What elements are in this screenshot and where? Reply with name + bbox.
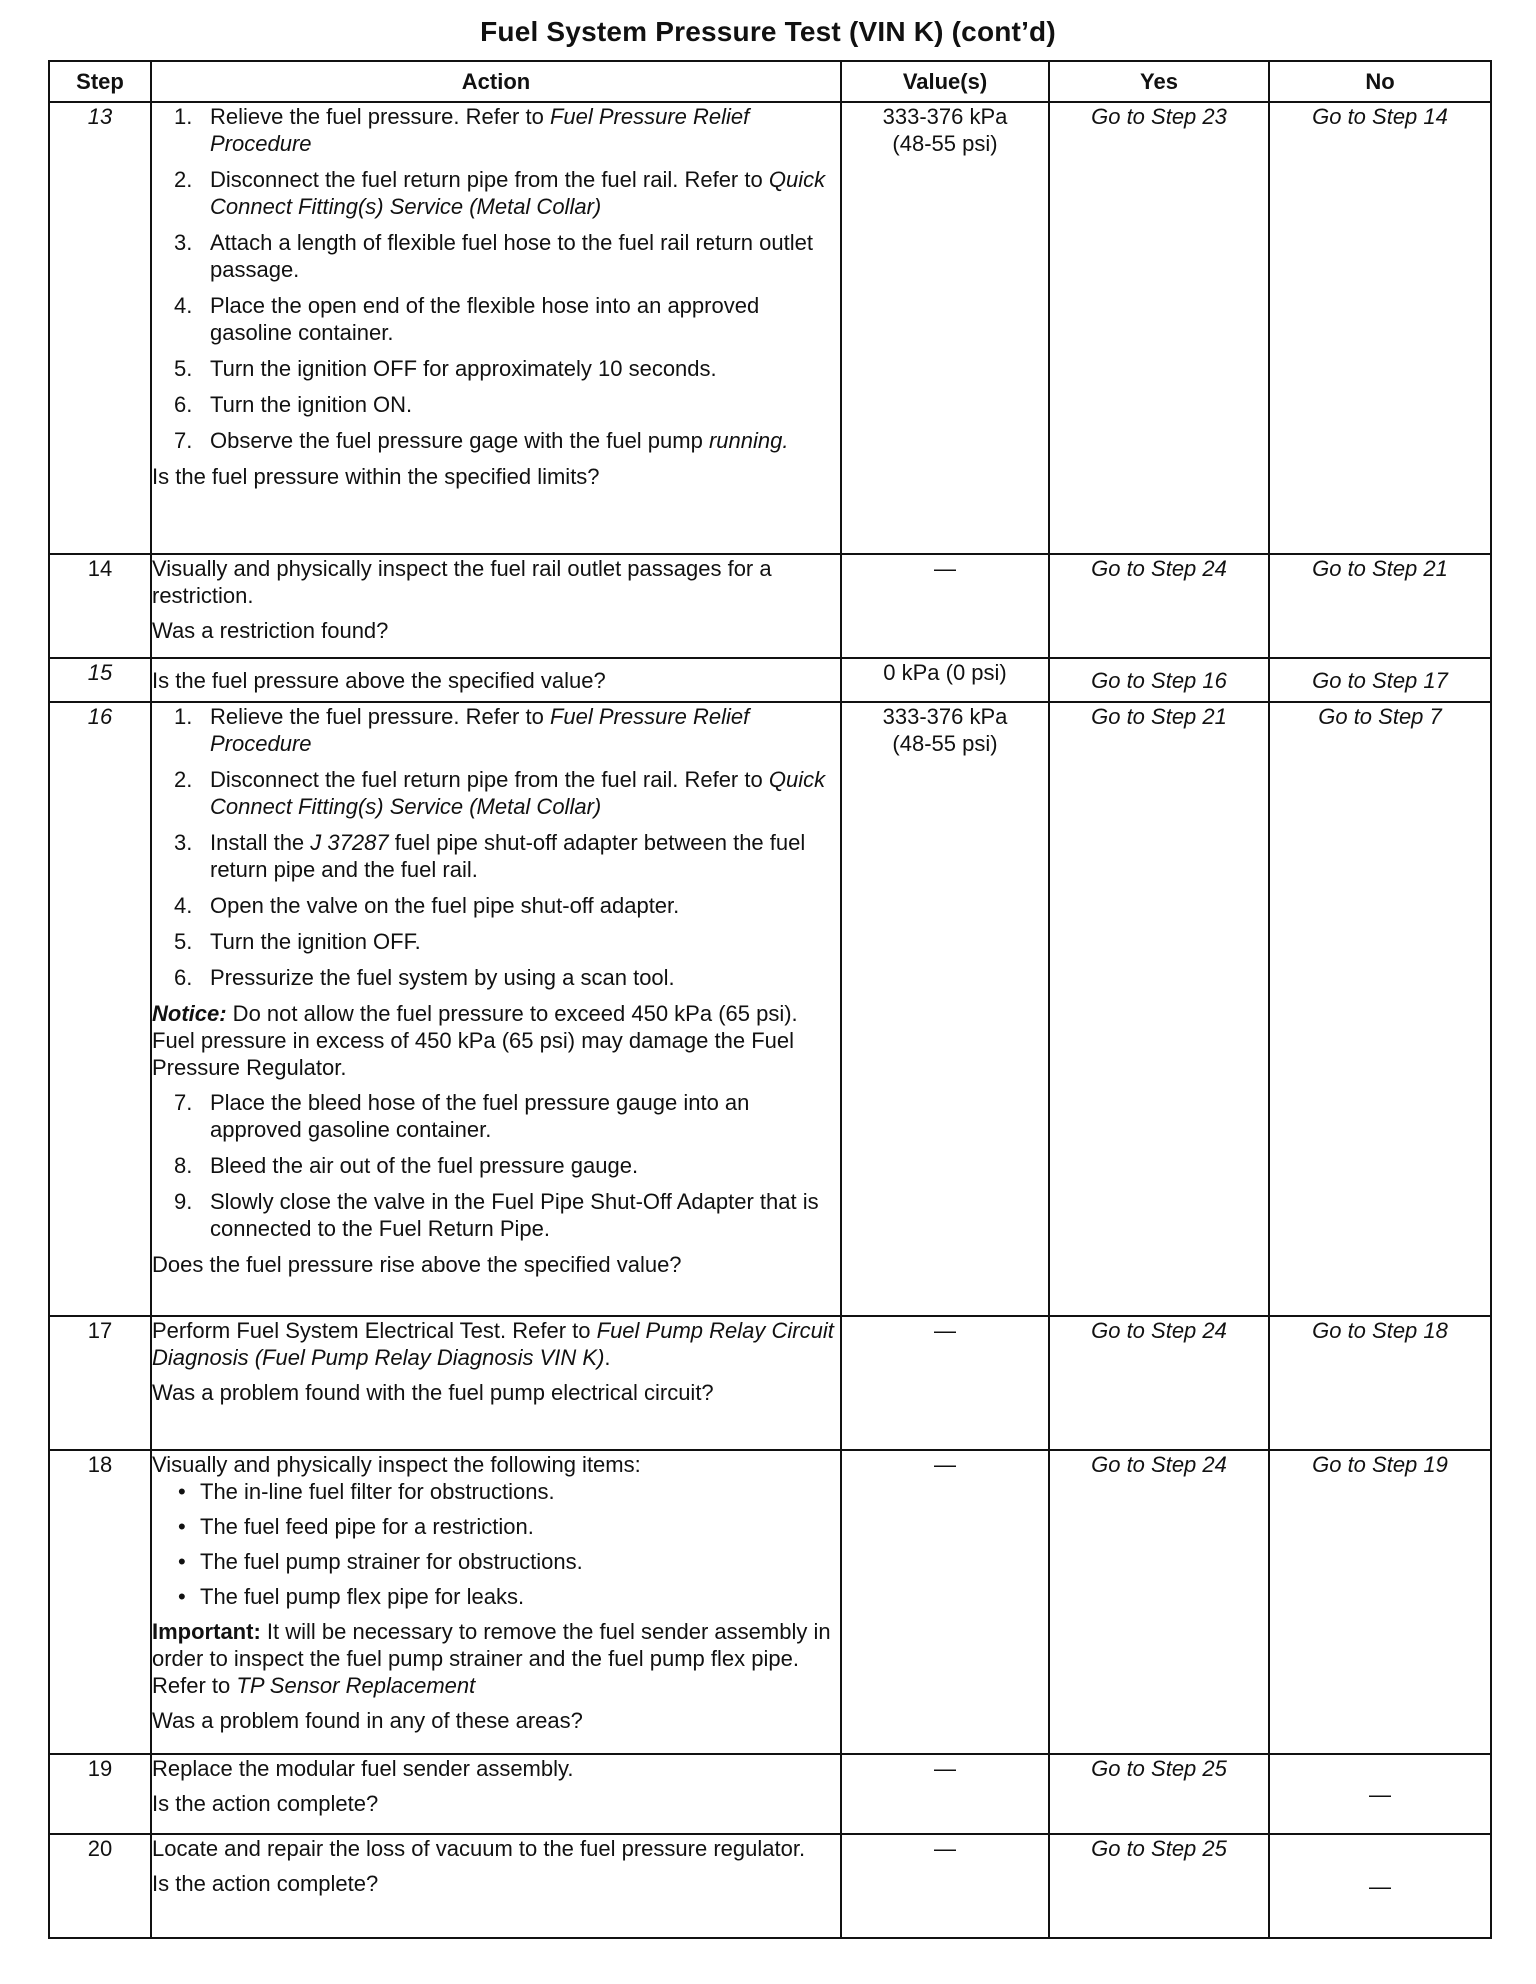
action-cell: Visually and physically inspect the following items: • The in-line fuel filter for obstructions. • The fuel feed pipe for a restriction. • The fuel pump strainer for obstructions. • The fuel pump flex pipe for leaks. Important: It will be necessary to remove the fuel sender assembly in order to inspect the fuel pump strainer and the fuel pump flex pipe. Refer to TP Sensor Replacement Was a problem found in any of these areas? (151, 1450, 841, 1754)
notice-text: Notice: Do not allow the fuel pressure to exceed 450 kPa (65 psi). Fuel pressure in excess of 450 kPa (65 psi) may damage the Fuel Pressure Regulator. (152, 1001, 798, 1080)
action-cell: Perform Fuel System Electrical Test. Refer to Fuel Pump Relay Circuit Diagnosis (Fuel Pump Relay Diagnosis VIN K). Was a problem found with the fuel pump electrical circuit? (151, 1316, 841, 1450)
action-cell (151, 102, 841, 554)
procedure-reference: Quick Connect Fitting(s) Service (Metal Collar) (210, 767, 826, 819)
list-item: 8. Bleed the air out of the fuel pressure gauge. (174, 1153, 639, 1178)
header-no: No (1269, 61, 1491, 102)
no-cell: Go to Step 21 (1269, 554, 1491, 658)
action-cell (151, 702, 841, 1316)
value-cell: 0 kPa (0 psi) (841, 658, 1049, 702)
yes-cell: Go to Step 24 (1049, 1316, 1269, 1450)
step-number: 20 (49, 1834, 151, 1938)
list-item: 9. Slowly close the valve in the Fuel Pipe Shut-Off Adapter that is connected to the Fuel Return Pipe. (174, 1189, 819, 1241)
no-cell: Go to Step 17 (1269, 658, 1491, 702)
page-title: Fuel System Pressure Test (VIN K) (cont’d) (480, 16, 1056, 47)
no-cell: Go to Step 19 (1269, 1450, 1491, 1754)
procedure-reference: Fuel Pressure Relief Procedure (210, 704, 750, 756)
step-question: Is the action complete? (152, 1791, 379, 1816)
list-item: • The fuel feed pipe for a restriction. (152, 1513, 840, 1540)
no-cell: — (1269, 1754, 1491, 1834)
header-row (49, 61, 1491, 102)
step-question: Is the fuel pressure above the specified value? (152, 667, 606, 693)
step-question: Does the fuel pressure rise above the specified value? (152, 1252, 682, 1277)
list-item: 5. Turn the ignition OFF. (174, 929, 421, 954)
header-step: Step (49, 61, 151, 102)
step-number: 15 (49, 658, 151, 702)
action-cell: Locate and repair the loss of vacuum to the fuel pressure regulator. Is the action complete? (151, 1834, 841, 1938)
yes-cell: Go to Step 24 (1049, 1450, 1269, 1754)
header-yes: Yes (1049, 61, 1269, 102)
header-value: Value(s) (841, 61, 1049, 102)
value-cell: — (841, 1450, 1049, 1754)
step-question: Was a restriction found? (152, 618, 389, 643)
step-number: 17 (49, 1316, 151, 1450)
step-question: Was a problem found in any of these areas? (152, 1708, 583, 1733)
diagnostic-table (48, 60, 1492, 1939)
table-row (49, 1316, 1491, 1450)
tool-reference: J 37287 (310, 830, 389, 855)
table-row (49, 554, 1491, 658)
action-cell (151, 658, 841, 702)
list-item: 3. Attach a length of flexible fuel hose to the fuel rail return outlet passage. (174, 230, 813, 282)
header-action: Action (151, 61, 841, 102)
procedure-reference: Fuel Pump Relay Circuit Diagnosis (Fuel Pump Relay Diagnosis VIN K) (152, 1318, 834, 1370)
yes-cell: Go to Step 24 (1049, 554, 1269, 658)
table-row (49, 1754, 1491, 1834)
list-item: 6. Turn the ignition ON. (174, 392, 413, 417)
yes-cell: Go to Step 16 (1049, 658, 1269, 702)
list-item: 7. Observe the fuel pressure gage with the fuel pump running. (174, 428, 789, 453)
value-cell: — (841, 1754, 1049, 1834)
step-number: 18 (49, 1450, 151, 1754)
value-cell: — (841, 1834, 1049, 1938)
list-item: 4. Open the valve on the fuel pipe shut-off adapter. (174, 893, 680, 918)
yes-cell: Go to Step 25 (1049, 1754, 1269, 1834)
important-text: Important: It will be necessary to remove the fuel sender assembly in order to inspect the fuel pump strainer and the fuel pump flex pipe. Refer to TP Sensor Replacement (152, 1619, 831, 1698)
list-item: • The fuel pump flex pipe for leaks. (152, 1583, 840, 1610)
value-cell: — (841, 554, 1049, 658)
action-cell: Replace the modular fuel sender assembly. Is the action complete? (151, 1754, 841, 1834)
step-question: Was a problem found with the fuel pump electrical circuit? (152, 1380, 714, 1405)
table-row (49, 1834, 1491, 1938)
list-item: 4. Place the open end of the flexible hose into an approved gasoline container. (174, 293, 760, 345)
no-cell: Go to Step 7 (1269, 702, 1491, 1316)
list-item: 1. Relieve the fuel pressure. Refer to Fuel Pressure Relief Procedure (174, 704, 750, 756)
yes-cell: Go to Step 25 (1049, 1834, 1269, 1938)
list-item: 1. Relieve the fuel pressure. Refer to Fuel Pressure Relief Procedure (174, 104, 750, 156)
table-row (49, 1450, 1491, 1754)
list-item: 7. Place the bleed hose of the fuel pressure gauge into an approved gasoline container. (174, 1090, 750, 1142)
list-item: 2. Disconnect the fuel return pipe from the fuel rail. Refer to Quick Connect Fitting(s) Service (Metal Collar) (174, 767, 826, 819)
list-item: 5. Turn the ignition OFF for approximately 10 seconds. (174, 356, 717, 381)
action-cell: Visually and physically inspect the fuel rail outlet passages for a restriction. Was a restriction found? (151, 554, 841, 658)
step-number: 14 (49, 554, 151, 658)
list-item: 6. Pressurize the fuel system by using a scan tool. (174, 965, 675, 990)
no-cell: Go to Step 18 (1269, 1316, 1491, 1450)
table-row (49, 102, 1491, 554)
list-item: 2. Disconnect the fuel return pipe from the fuel rail. Refer to Quick Connect Fitting(s) Service (Metal Collar) (174, 167, 826, 219)
no-cell: Go to Step 14 (1269, 102, 1491, 554)
list-item: • The in-line fuel filter for obstructions. (152, 1478, 840, 1505)
procedure-reference: Fuel Pressure Relief Procedure (210, 104, 750, 156)
list-item: 3. Install the J 37287 fuel pipe shut-off adapter between the fuel return pipe and the fuel rail. (174, 830, 806, 882)
yes-cell: Go to Step 21 (1049, 702, 1269, 1316)
procedure-reference: TP Sensor Replacement (236, 1673, 476, 1698)
yes-cell: Go to Step 23 (1049, 102, 1269, 554)
step-question: Is the fuel pressure within the specified limits? (152, 464, 600, 489)
value-cell: 333-376 kPa (48-55 psi) (841, 102, 1049, 554)
step-number: 16 (49, 702, 151, 1316)
step-question: Is the action complete? (152, 1871, 379, 1896)
step-number: 13 (49, 102, 151, 554)
value-cell: 333-376 kPa (48-55 psi) (841, 702, 1049, 1316)
table-row (49, 702, 1491, 1316)
list-item: • The fuel pump strainer for obstructions. (152, 1548, 840, 1575)
table-row (49, 658, 1491, 702)
step-number: 19 (49, 1754, 151, 1834)
procedure-reference: Quick Connect Fitting(s) Service (Metal Collar) (210, 167, 826, 219)
value-cell: — (841, 1316, 1049, 1450)
no-cell: — (1269, 1834, 1491, 1938)
